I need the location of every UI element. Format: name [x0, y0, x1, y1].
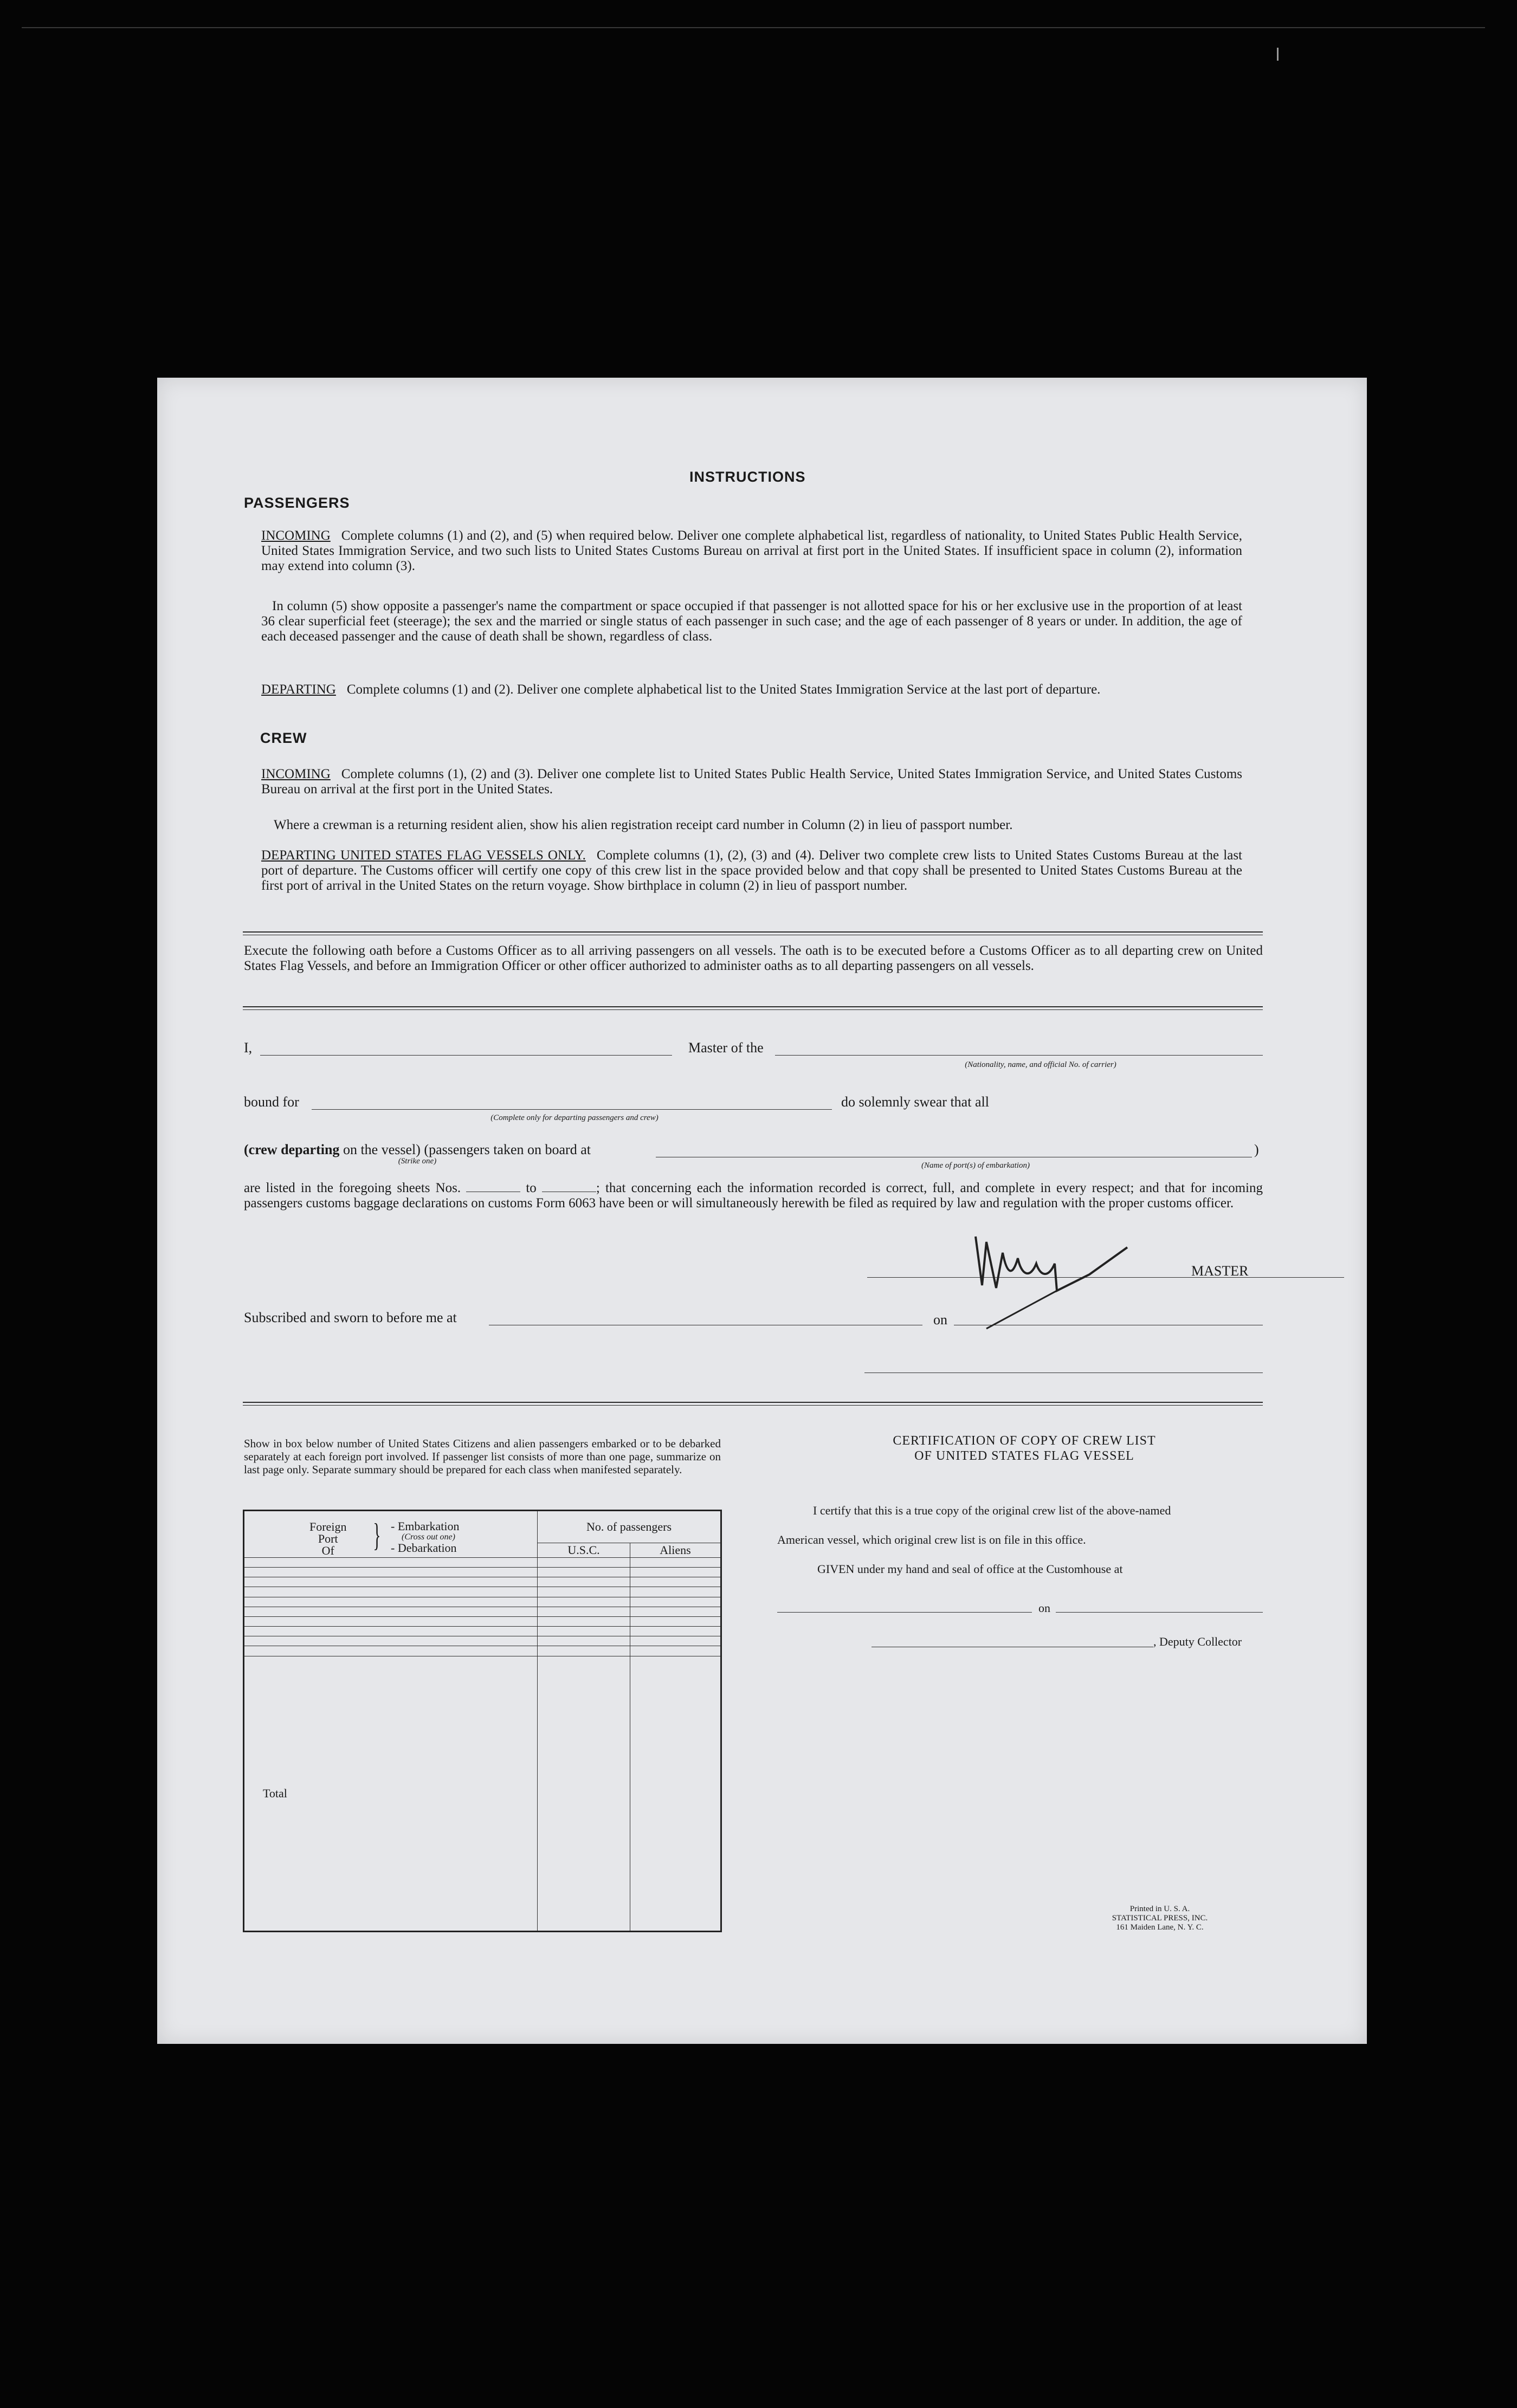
certify-line1: I certify that this is a true copy of the original crew list of the above-named	[813, 1504, 1171, 1517]
passengers-incoming-text: Complete columns (1) and (2), and (5) when required below. Deliver one complete alphabetical list, regardless of nationality, to United States Public Health Service, United States Immigration Service, and two such lists to United States Customs Bureau on arrival at first port in the United States. If insufficient space in column (2), information may extend into column (3).	[261, 528, 1242, 573]
usc-cell[interactable]	[538, 1627, 630, 1636]
customhouse-field[interactable]	[777, 1612, 1032, 1613]
close-paren: )	[1254, 1142, 1259, 1157]
swear-label: do solemnly swear that all	[841, 1094, 989, 1110]
crew-incoming-label: INCOMING	[261, 767, 331, 781]
aliens-cell[interactable]	[630, 1646, 721, 1656]
given-line: GIVEN under my hand and seal of office at the Customhouse at	[817, 1562, 1123, 1576]
printer-line3: 161 Maiden Lane, N. Y. C.	[1116, 1923, 1204, 1932]
carrier-note: (Nationality, name, and official No. of carrier)	[965, 1060, 1116, 1069]
sheets-to-label: to	[526, 1181, 537, 1195]
bound-for-label: bound for	[244, 1094, 299, 1110]
table-row	[244, 1646, 721, 1656]
certification-title-line1: CERTIFICATION OF COPY OF CREW LIST	[893, 1434, 1156, 1448]
divider	[243, 1006, 1263, 1007]
crew-passengers-line	[244, 1142, 591, 1158]
crew-incoming-text: Complete columns (1), (2) and (3). Deliver one complete list to United States Public Health Service, United States Immigration Service, and United States Customs Bureau on arrival at the first port in the United States.	[261, 767, 1242, 797]
passengers-incoming-label: INCOMING	[261, 528, 331, 543]
divider	[243, 1009, 1263, 1010]
passenger-summary-table	[243, 1510, 722, 1932]
crew-resident-paragraph: Where a crewman is a returning resident alien, show his alien registration receipt card number in Column (2) in lieu of passport number.	[274, 818, 1013, 832]
passengers-departing-text: Complete columns (1) and (2). Deliver one complete alphabetical list to the United States Immigration Service at the last port of departure.	[346, 682, 1101, 697]
usc-total-cell[interactable]	[538, 1656, 630, 1931]
bound-for-note: (Complete only for departing passengers and crew)	[490, 1114, 659, 1122]
embarkation-label: - Embarkation	[391, 1519, 460, 1533]
of-label: Of	[321, 1544, 334, 1557]
oath-i-label: I,	[244, 1040, 253, 1056]
port-header-cell	[244, 1511, 538, 1558]
aliens-cell[interactable]	[630, 1607, 721, 1616]
crew-departing-text: Complete columns (1), (2), (3) and (4). Deliver two complete crew lists to United States Customs Bureau at the last port of departure. The Customs officer will certify one copy of this crew list in the space provided below and that copy shall be presented to United States Customs Bureau at the first port of arrival in the United States on the return voyage. Show birthplace in column (2) in lieu of passport number.	[261, 848, 1242, 893]
passengers-taken-label: (passengers taken on board at	[424, 1142, 591, 1157]
certification-on-label: on	[1038, 1601, 1050, 1615]
sheet-from-field[interactable]	[466, 1181, 520, 1192]
usc-cell[interactable]	[538, 1636, 630, 1646]
printer-line2: STATISTICAL PRESS, INC.	[1112, 1914, 1208, 1922]
on-vessel-label: on the vessel)	[343, 1142, 421, 1157]
scan-edge-mark	[22, 27, 1485, 28]
aliens-cell[interactable]	[630, 1597, 721, 1607]
passengers-departing-label: DEPARTING	[261, 682, 336, 697]
usc-cell[interactable]	[538, 1587, 630, 1597]
master-signature	[965, 1226, 1144, 1334]
summary-intro: Show in box below number of United States Citizens and alien passengers embarked or to be debarked separately at each foreign port involved. If passenger list consists of more than one page, summarize on last page only. Separate summary should be prepared for each class when manifested separately.	[244, 1437, 721, 1476]
column5-paragraph: In column (5) show opposite a passenger's name the compartment or space occupied if that passenger is not allotted space for his or her exclusive use in the proportion of at least 36 clear superficial feet (steerage); the sex and the married or single status of each passenger in such case; and the age of each passenger of 8 years or under. In addition, the age of each deceased passenger and the cause of death shall be shown, regardless of class.	[261, 599, 1242, 644]
port-cell[interactable]	[244, 1627, 538, 1636]
divider	[243, 1402, 1263, 1403]
aliens-cell[interactable]	[630, 1627, 721, 1636]
passengers-heading: PASSENGERS	[244, 495, 350, 511]
usc-cell[interactable]	[538, 1646, 630, 1656]
certification-title	[867, 1433, 1182, 1464]
subscribed-on-label: on	[933, 1312, 947, 1328]
passengers-incoming-paragraph	[261, 528, 1242, 574]
table-row	[244, 1627, 721, 1636]
master-name-field[interactable]	[260, 1055, 672, 1056]
cross-out-note: (Cross out one)	[402, 1532, 455, 1542]
port-cell[interactable]	[244, 1558, 538, 1568]
port-cell[interactable]	[244, 1646, 538, 1656]
aliens-cell[interactable]	[630, 1587, 721, 1597]
table-row	[244, 1607, 721, 1616]
sheets-prefix: are listed in the foregoing sheets Nos.	[244, 1181, 461, 1195]
aliens-total-cell[interactable]	[630, 1656, 721, 1931]
usc-cell[interactable]	[538, 1607, 630, 1616]
usc-header: U.S.C.	[538, 1543, 630, 1558]
port-cell[interactable]	[244, 1597, 538, 1607]
port-cell[interactable]	[244, 1636, 538, 1646]
port-cell[interactable]	[244, 1607, 538, 1616]
port-cell[interactable]	[244, 1587, 538, 1597]
printer-imprint	[1089, 1905, 1230, 1932]
total-row	[244, 1656, 721, 1931]
table-row	[244, 1616, 721, 1626]
divider	[243, 1405, 1263, 1406]
master-of-label: Master of the	[688, 1040, 764, 1056]
port-label: Port	[318, 1532, 338, 1545]
crew-heading: CREW	[260, 730, 307, 746]
table-row	[244, 1577, 721, 1587]
scan-edge-mark	[1277, 48, 1279, 61]
table-row	[244, 1636, 721, 1646]
no-of-passengers-header: No. of passengers	[538, 1511, 721, 1543]
instructions-title: INSTRUCTIONS	[689, 469, 806, 485]
usc-cell[interactable]	[538, 1616, 630, 1626]
crew-incoming-paragraph	[261, 767, 1242, 797]
certification-title-line2: OF UNITED STATES FLAG VESSEL	[914, 1449, 1134, 1463]
usc-cell[interactable]	[538, 1568, 630, 1577]
debarkation-label: - Debarkation	[391, 1541, 457, 1555]
certification-date-field[interactable]	[1056, 1612, 1263, 1613]
crew-departing-paragraph	[261, 848, 1242, 894]
subscribed-label: Subscribed and sworn to before me at	[244, 1310, 457, 1325]
table-row	[244, 1568, 721, 1577]
ports-note: (Name of port(s) of embarkation)	[921, 1161, 1030, 1170]
usc-cell[interactable]	[538, 1558, 630, 1568]
certify-line2: American vessel, which original crew list is on file in this office.	[777, 1533, 1086, 1546]
table-row	[244, 1587, 721, 1597]
aliens-cell[interactable]	[630, 1616, 721, 1626]
table-row	[244, 1558, 721, 1568]
aliens-cell[interactable]	[630, 1577, 721, 1587]
port-cell[interactable]	[244, 1577, 538, 1587]
brace-icon: }	[373, 1517, 381, 1553]
deputy-collector-label: , Deputy Collector	[1153, 1635, 1242, 1648]
oath-intro: Execute the following oath before a Customs Officer as to all arriving passengers on all vessels. The oath is to be executed before a Customs Officer as to all departing crew on United States Flag Vessels, and before an Immigration Officer or other officer authorized to administer oaths as to all departing passengers on all vessels.	[244, 943, 1263, 973]
table-row	[244, 1597, 721, 1607]
divider	[243, 931, 1263, 933]
total-text: Total	[263, 1786, 287, 1800]
bound-for-field[interactable]	[312, 1109, 832, 1110]
port-cell[interactable]	[244, 1616, 538, 1626]
usc-cell[interactable]	[538, 1597, 630, 1607]
port-cell[interactable]	[244, 1568, 538, 1577]
usc-cell[interactable]	[538, 1577, 630, 1587]
total-label	[244, 1656, 538, 1931]
strike-one-note: (Strike one)	[398, 1157, 437, 1166]
foreign-label: Foreign	[309, 1520, 347, 1533]
aliens-cell[interactable]	[630, 1568, 721, 1577]
form-page	[157, 378, 1367, 2044]
master-label: MASTER	[1191, 1263, 1249, 1279]
aliens-cell[interactable]	[630, 1558, 721, 1568]
carrier-field[interactable]	[775, 1055, 1263, 1056]
aliens-header: Aliens	[630, 1543, 721, 1558]
aliens-cell[interactable]	[630, 1636, 721, 1646]
passengers-departing-paragraph	[261, 682, 1242, 697]
sheet-to-field[interactable]	[542, 1181, 596, 1192]
crew-departing-label: (crew departing	[244, 1142, 340, 1157]
sheets-paragraph	[244, 1181, 1263, 1211]
sheets-suffix: ; that concerning each the information recorded is correct, full, and complete in every respect; and that for incoming passengers customs baggage declarations on customs Form 6063 have been or will simultaneously herewith be filed as required by law and regulation with the proper customs officer.	[244, 1181, 1263, 1211]
crew-departing-label: DEPARTING UNITED STATES FLAG VESSELS ONLY.	[261, 848, 586, 863]
printer-line1: Printed in U. S. A.	[1129, 1905, 1190, 1913]
